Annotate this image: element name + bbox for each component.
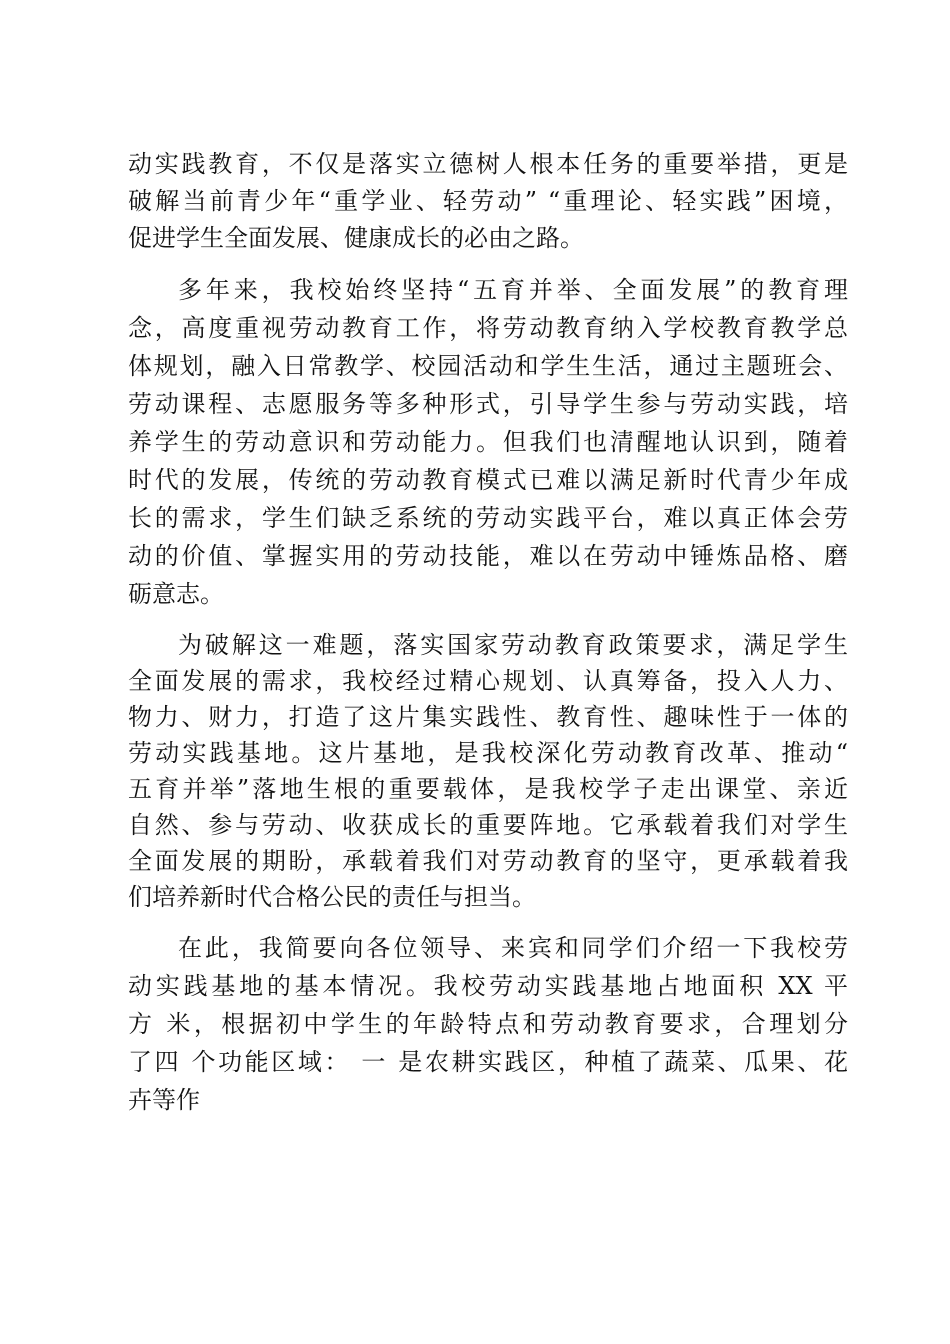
text-line: 五育并举”落地生根的重要载体，是我校学子走出课堂、亲近 — [128, 775, 848, 803]
paragraph-3 — [128, 627, 848, 915]
text-line: 念，高度重视劳动教育工作，将劳动教育纳入学校教育教学总 — [128, 314, 848, 342]
text-line: 在此，我简要向各位领导、来宾和同学们介绍一下我校劳 — [178, 934, 848, 962]
paragraph-2 — [128, 271, 848, 613]
text-line: 动实践基地的基本情况。我校劳动实践基地占地面积 XX 平 — [128, 972, 848, 1000]
text-line: 时代的发展，传统的劳动教育模式已难以满足新时代青少年成 — [128, 466, 848, 494]
text-line: 物力、财力，打造了这片集实践性、教育性、趣味性于一体的 — [128, 703, 848, 731]
text-line: 们培养新时代合格公民的责任与担当。 — [128, 883, 536, 911]
text-line: 全面发展的期盼，承载着我们对劳动教育的坚守，更承载着我 — [128, 847, 848, 875]
text-line: 体规划，融入日常教学、校园活动和学生生活，通过主题班会、 — [128, 352, 848, 380]
text-line: 为破解这一难题，落实国家劳动教育政策要求，满足学生 — [178, 631, 848, 659]
text-line: 全面发展的需求，我校经过精心规划、认真筹备，投入人力、 — [128, 667, 848, 695]
text-line: 劳动实践基地。这片基地，是我校深化劳动教育改革、推动“ — [128, 739, 848, 767]
text-line: 多年来，我校始终坚持“五育并举、全面发展”的教育理 — [178, 276, 848, 304]
text-line: 长的需求，学生们缺乏系统的劳动实践平台，难以真正体会劳 — [128, 504, 848, 532]
text-line: 自然、参与劳动、收获成长的重要阵地。它承载着我们对学生 — [128, 811, 848, 839]
text-line: 劳动课程、志愿服务等多种形式，引导学生参与劳动实践，培 — [128, 390, 848, 418]
text-line: 动实践教育，不仅是落实立德树人根本任务的重要举措，更是 — [128, 150, 848, 178]
text-line: 促进学生全面发展、健康成长的必由之路。 — [128, 224, 584, 252]
text-line: 了四 个功能区域： 一 是农耕实践区，种植了蔬菜、瓜果、花 — [128, 1048, 848, 1076]
text-line: 方 米，根据初中学生的年龄特点和劳动教育要求，合理划分 — [128, 1010, 848, 1038]
paragraph-1 — [128, 146, 848, 257]
text-line: 砺意志。 — [128, 580, 224, 608]
text-line: 破解当前青少年“重学业、轻劳动” “重理论、轻实践”困境， — [128, 187, 848, 215]
paragraph-4 — [128, 929, 848, 1119]
text-line: 养学生的劳动意识和劳动能力。但我们也清醒地认识到，随着 — [128, 428, 848, 456]
document-body — [128, 146, 848, 1119]
text-line: 动的价值、掌握实用的劳动技能，难以在劳动中锤炼品格、磨 — [128, 542, 848, 570]
text-line: 卉等作 — [128, 1086, 200, 1114]
